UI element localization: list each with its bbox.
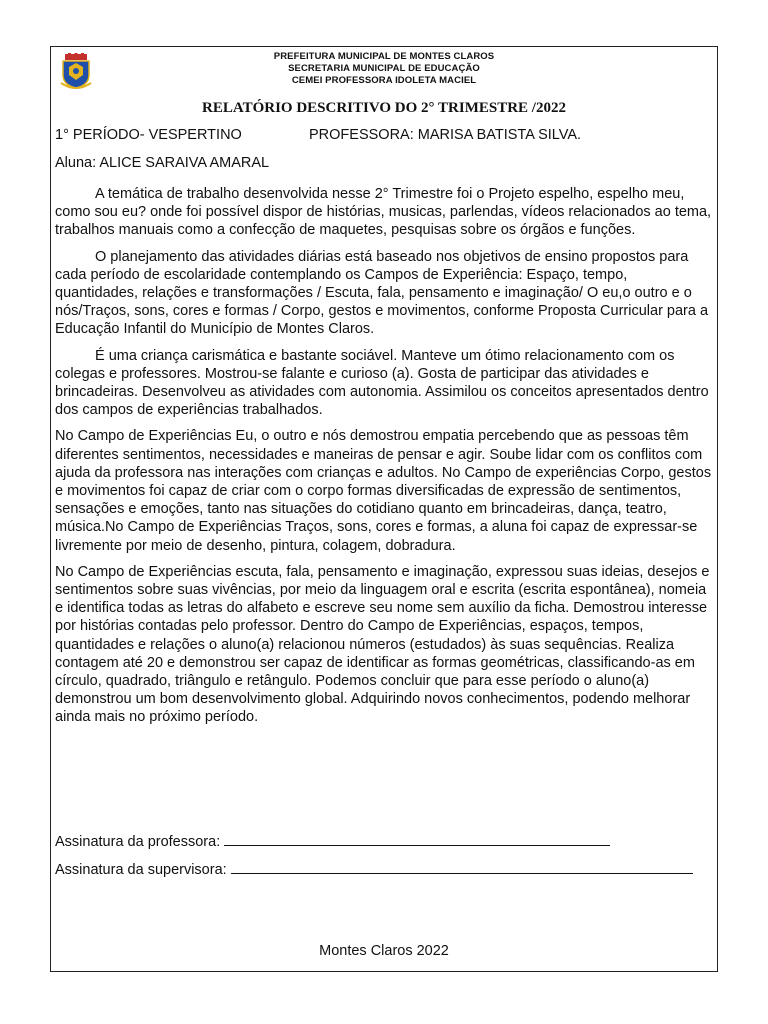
student-name: Aluna: ALICE SARAIVA AMARAL [55,155,270,171]
report-title: RELATÓRIO DESCRITIVO DO 2° TRIMESTRE /2022 [202,100,566,116]
paragraph-behavior: É uma criança carismática e bastante sociável. Manteve um ótimo relacionamento com os colegas e professores. Mostrou-se falante e curioso (a). Gosta de participar das atividades e brincadeiras. Desenvolveu as atividades com autonomia. Assimilou os conceitos apresentados dentro dos campos de experiências trabalhados. [55,347,709,419]
teacher-signature-blank [224,833,610,846]
institution-header [51,51,717,87]
period-teacher-row [55,127,582,143]
supervisor-signature-label: Assinatura da supervisora: [55,862,227,878]
teacher-signature-line [55,833,610,850]
header-line-prefeitura: PREFEITURA MUNICIPAL DE MONTES CLAROS [273,51,495,62]
header-line-secretaria: SECRETARIA MUNICIPAL DE EDUCAÇÃO [288,63,480,74]
period-label: 1° PERÍODO- VESPERTINO [55,127,242,143]
teacher-signature-label: Assinatura da professora: [55,834,221,850]
place-date: Montes Claros 2022 [319,943,449,959]
header-line-cemei: CEMEI PROFESSORA IDOLETA MACIEL [291,75,477,86]
document-frame [50,46,718,972]
report-body [55,185,713,735]
supervisor-signature-blank [231,861,693,874]
paragraph-planning: O planejamento das atividades diárias está baseado nos objetivos de ensino propostos para cada período de escolaridade contemplando os Campos de Experiência: Espaço, tempo, quantidades, relações e transformações / Escuta, fala, pensamento e imaginação/ O eu,o outro e o nós/Traços, sons, cores e formas / Corpo, gestos e movimentos, conforme Proposta Curricular para a Educação Infantil do Município de Montes Claros. [55,248,709,338]
paragraph-theme: A temática de trabalho desenvolvida nesse 2° Trimestre foi o Projeto espelho, espelho meu, como sou eu? onde foi possível dispor de histórias, musicas, parlendas, vídeos relacionados ao tema, trabalhos manuais como a confecção de maquetes, pesquisas sobre os órgãos e funções. [55,186,712,239]
paragraph-language-math: No Campo de Experiências escuta, fala, pensamento e imaginação, expressou suas ideias, desejos e sentimentos sobre suas vivências, por meio da linguagem oral e escrita (escrita espontânea), nomeia e identifica todas as letras do alfabeto e escreve seu nome sem auxílio da ficha. Demostrou interesse por histórias contadas pelo professor. Dentro do Campo de Experiências, espaços, tempos, quantidades e relações o aluno(a) relacionou números (estudados) às suas sequências. Realiza contagem até 20 e demonstrou ser capaz de identificar as formas geométricas, classificando-as em círculo, quadrado, triângulo e retângulo. Podemos concluir que para esse período o aluno(a) demonstrou um bom desenvolvimento global. Adquirindo novos conhecimentos, podendo melhorar ainda mais no próximo período. [55,563,710,726]
paragraph-experience-fields: No Campo de Experiências Eu, o outro e nós demostrou empatia percebendo que as pessoas têm diferentes sentimentos, necessidades e maneiras de pensar e agir. Soube lidar com os conflitos com ajuda da professora nas interações com crianças e adultos. No Campo de experiências Corpo, gestos e movimentos foi capaz de criar com o corpo formas diversificadas de expressão de sentimentos, sensações e emoções, tanto nas situações do cotidiano quanto em brincadeiras, dança, teatro, música.No Campo de Experiências Traços, sons, cores e formas, a aluna foi capaz de expressar-se livremente por meio de desenho, pintura, colagem, dobradura. [55,428,712,554]
supervisor-signature-line [55,861,693,878]
teacher-label: PROFESSORA: MARISA BATISTA SILVA. [309,127,582,143]
